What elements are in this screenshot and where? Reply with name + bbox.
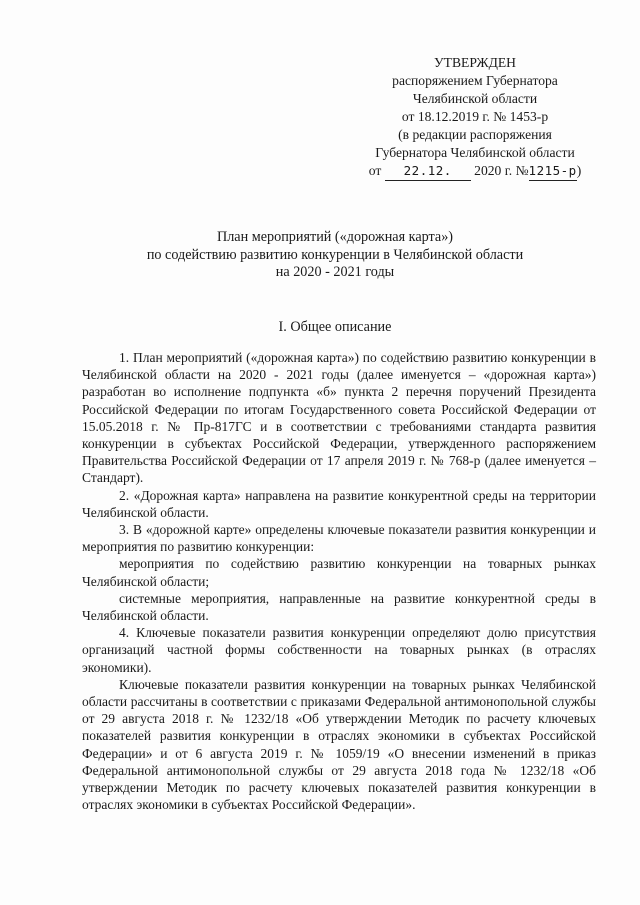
approval-year-text: 2020 г. № <box>474 163 529 178</box>
approval-line: распоряжением Губернатора <box>392 73 558 88</box>
paragraph: мероприятия по содействию развитию конкуренции на товарных рынках Челябинской области; <box>82 556 596 589</box>
approval-line: (в редакции распоряжения <box>398 127 552 142</box>
approval-heading: УТВЕРЖДЕН <box>434 55 516 70</box>
paragraph: 1. План мероприятий («дорожная карта») по содействию развитию конкуренции в Челябинской области на 2020 - 2021 годы (далее именуется – «дорожная карта») разработан во исполнение подпункта «б» пункта 2 перечня поручений Президента Российской Федерации по итогам Государственного совета Российской Федерации от 15.05.2018 г. № Пр-817ГС и в соответствии с требованиями стандарта развития конкуренции в субъектах Российской Федерации, утвержденного распоряжением Правительства Российской Федерации от 17 апреля 2019 г. № 768-р (далее именуется – Стандарт). <box>82 350 596 486</box>
approval-date-value: 22.12. <box>403 163 452 178</box>
approval-line: от 18.12.2019 г. № 1453-р <box>401 109 549 124</box>
paragraph: системные мероприятия, направленные на развитие конкурентной среды в Челябинской области. <box>82 590 596 624</box>
document-body <box>82 349 596 813</box>
section-heading: I. Общее описание <box>278 319 392 335</box>
approval-line: Губернатора Челябинской области <box>375 145 575 160</box>
approval-date-field <box>385 162 471 181</box>
paragraph: 2. «Дорожная карта» направлена на развитие конкурентной среды на территории Челябинской области. <box>82 487 596 520</box>
approval-line: Челябинской области <box>412 91 538 106</box>
approval-close-paren: ) <box>576 163 582 178</box>
paragraph: Ключевые показатели развития конкуренции на товарных рынках Челябинской области рассчитаны в соответствии с приказами Федеральной антимонопольной службы от 29 августа 2018 г. № 1232/18 «Об утверждении Методик по расчету ключевых показателей развития конкуренции в отраслях экономики в субъектах Российской Федерации» и от 6 августа 2019 г. № 1059/19 «О внесении изменений в приказ Федеральной антимонопольной службы от 29 августа 2018 года № 1232/18 «Об утверждении Методик по расчету ключевых показателей развития конкуренции в отраслях экономики в субъектах Российской Федерации». <box>82 676 596 813</box>
approval-number-value: 1215-р <box>529 162 577 181</box>
paragraph: 4. Ключевые показатели развития конкуренции определяют долю присутствия организаций частной формы собственности на товарных рынках (в отраслях экономики). <box>82 625 596 675</box>
approval-stamp-block <box>330 54 620 181</box>
title-line: на 2020 - 2021 годы <box>275 264 395 280</box>
title-line: План мероприятий («дорожная карта») <box>216 229 454 245</box>
title-line: по содействию развитию конкуренции в Челябинской области <box>146 246 524 263</box>
approval-revision-line <box>330 162 620 181</box>
paragraph: 3. В «дорожной карте» определены ключевые показатели развития конкуренции и мероприятия по развитию конкуренции: <box>82 522 596 555</box>
approval-from-prefix: от <box>368 163 382 178</box>
document-title <box>100 229 570 282</box>
